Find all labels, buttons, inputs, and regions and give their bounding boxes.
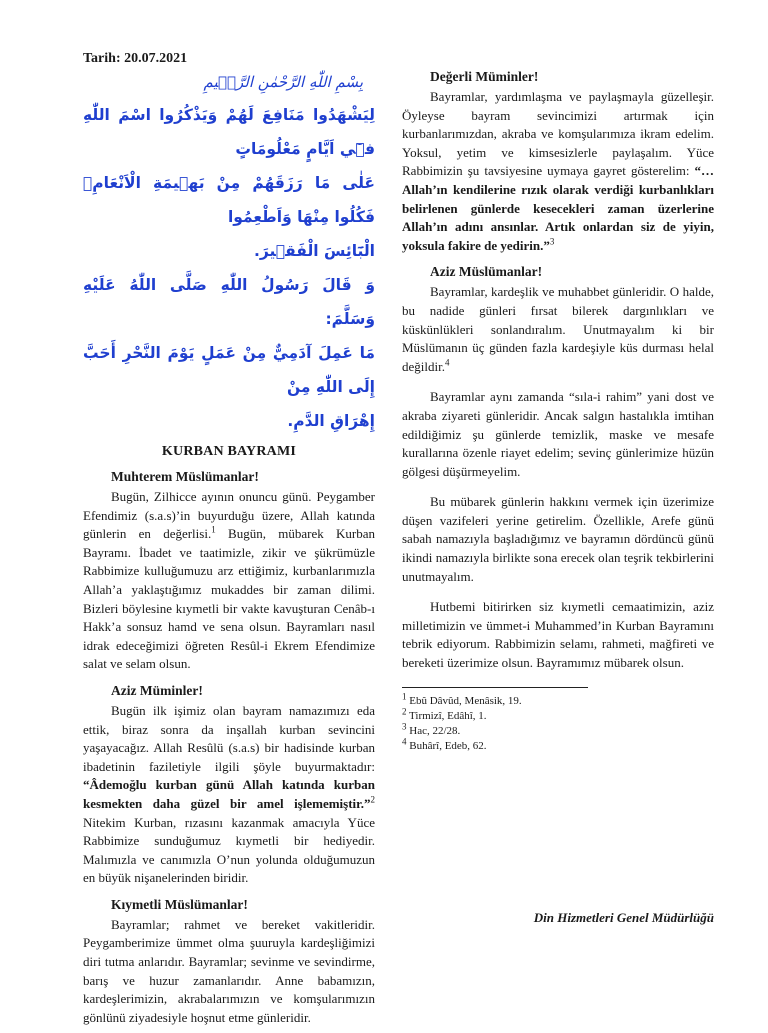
right-column	[402, 68, 714, 754]
footnote-ref: 4	[444, 357, 450, 368]
footnote-ref: 3	[549, 236, 555, 247]
arabic-line: عَلٰى مَا رَزَقَهُمْ مِنْ بَه۪يمَةِ الْاَنْعَامِۚ فَكُلُوا مِنْهَا وَاَطْعِمُوا	[83, 174, 375, 226]
paragraph: Bugün ilk işimiz olan bayram namazımızı eda ettik, biraz sonra da inşallah kurban sevincini yaşayacağız. Allah Resûlü (s.a.s) bir hadisinde kurban ibadetinin faziletiyle ilgili şöyle buyurmaktadır: “Âdemoğlu kurban günü Allah katında kurban kesmekten daha güzel bir amel işlememiştir.”$^2$ Nitekim Kurban, rızasını kazanmak amacıyla Yüce Rabbimize sunduğumuz kıymetli bir hediyedir. Malımızla ve canımızla O’nun yolunda olduğumuzun en büyük nişanelerinden biridir.	[83, 702, 375, 886]
paragraph: Bayramlar aynı zamanda “sıla-i rahim” yani dost ve akraba ziyareti günleridir. Ancak salgın hastalıkla imtihan edildiğimiz şu günlerde temizlik, maske ve mesafe kurallarına özenle riayet edelim; sevinç günlerimize hüzün gölgesi düşürmeyelim.	[402, 389, 714, 479]
left-column	[83, 50, 375, 1033]
arabic-line: وَ قَالَ رَسُولُ اللّٰهِ صَلَّى اللّٰهُ عَلَيْهِ وَسَلَّمَ:	[83, 276, 375, 328]
paragraph: Bayramlar, yardımlaşma ve paylaşmayla güzelleşir. Öyleyse bayram sevincimizi artırmak için kurbanlarımızdan, akraba ve komşularımıza ikram edelim. Yoksul, yetim ve kimsesizlerle paylaşalım. Yüce Rabbimizin şu tavsiyesine uymaya gayret gösterelim: “…Allah’ın kendilerine rızık olarak verdiği kurbanlıkları belirlenen günlerde kesecekleri zaman üzerlerine Allah’ın adını ansınlar. Artık onlardan siz de yiyin, yoksula fakire de yedirin.”$^3$	[402, 89, 714, 253]
footnote: $^1$ Ebû Dâvûd, Menâsik, 19.	[402, 690, 522, 707]
paragraph: Bugün, Zilhicce ayının onuncu günü. Peygamber Efendimiz (s.a.s)’in buyurduğu üzere, Allah katında günlerin en değerlisi.$^1$ Bugün, mübarek Kurban Bayramı. İbadet ve taatimizle, zikir ve şükrümüzle Rabbimize kulluğumuzu arz ettiğimiz, kurbanlarımızla Allah’a yaklaştığımız mukaddes bir zaman dilimi. Bizleri böylesine kıymetli bir vakte kavuşturan Cenâb-ı Hakk’a sonsuz hamd ve sena olsun. Bayramları nasıl idrak edeceğimizi öğreten Resûl-i Ekrem Efendimize salat ve selam olsun.	[83, 489, 376, 672]
heading-degerli: Değerli Müminler!	[430, 69, 539, 84]
arabic-verses	[83, 98, 375, 438]
arabic-line: لِيَشْهَدُوا مَنَافِعَ لَهُمْ وَيَذْكُرُوا اسْمَ اللّٰهِ ف۪ٓي اَيَّامٍ مَعْلُومَاتٍ	[83, 106, 375, 158]
footnote: $^4$ Buhârî, Edeb, 62.	[402, 735, 487, 752]
hadith-quote: “Âdemoğlu kurban günü Allah katında kurban kesmekten daha güzel bir amel işlememiştir.”	[83, 777, 375, 811]
page-title: KURBAN BAYRAMI	[161, 444, 297, 459]
paragraph: Bu mübarek günlerin hakkını vermek için üzerimize düşen vazifeleri yerine getirelim. Özellikle, Arefe günü sabah namazıyla başladığımız ve bayramın dördüncü günü ikindi namazıyla birlikte sona erecek olan teşrik tekbirlerini unutmayalım.	[402, 494, 714, 584]
footnote-divider	[402, 687, 588, 688]
footnote-ref: 1	[211, 524, 216, 535]
bismillah-calligraphy: بِسْمِ اللّٰهِ الرَّحْمٰنِ الرَّح۪يمِ	[203, 73, 363, 91]
heading-aziz-muslumanlar: Aziz Müslümanlar!	[430, 264, 543, 280]
heading-muhterem: Muhterem Müslümanlar!	[111, 469, 259, 484]
paragraph: Bayramlar, kardeşlik ve muhabbet günleridir. O halde, bu nadide günleri fırsat bilerek dargınlıkları ve küskünlükleri sonlandıralım. Unutmayalım ki bir Müslümanın üç günden fazla kardeşiyle küs durması helal değildir.$^4$	[402, 284, 714, 374]
footnote: $^2$ Tirmizî, Edâhî, 1.	[402, 705, 487, 722]
footnote-ref: 2	[370, 794, 375, 805]
arabic-line: إِهْرَاقِ الدَّمِ.	[287, 412, 375, 430]
arabic-line: مَا عَمِلَ آدَمِيٌّ مِنْ عَمَلٍ يَوْمَ النَّحْرِ أَحَبَّ إِلَى اللّٰهِ مِنْ	[83, 344, 375, 396]
footnote: $^3$ Hac, 22/28.	[402, 720, 461, 737]
paragraph: Hutbemi bitirirken siz kıymetli cemaatimizin, aziz milletimizin ve ümmet-i Muhammed’in Kurban Bayramını tebrik ediyorum. Rabbimizin selamı, rahmeti, mağfireti ve bereketi üzerimize olsun. Bayramımız mübarek olsun.	[402, 599, 714, 671]
signature: Din Hizmetleri Genel Müdürlüğü	[533, 910, 714, 925]
heading-kiymetli: Kıymetli Müslümanlar!	[111, 896, 248, 912]
verse-quote: “…Allah’ın kendilerine rızık olarak verdiği kurbanlıkları belirlenen günlerde kesecekleri zaman üzerlerine Allah’ın adını ansınlar. Artık onlardan siz de yiyin, yoksula fakire de yedirin.”	[402, 163, 714, 253]
date-label: Tarih: 20.07.2021	[83, 51, 188, 66]
heading-aziz-muminler: Aziz Müminler!	[111, 682, 203, 698]
arabic-line: الْبَٓائِسَ الْفَق۪يرَ.	[253, 242, 375, 260]
paragraph: Bayramlar; rahmet ve bereket vakitleridir. Peygamberimize ümmet olma şuuruyla kardeşliğimizi diri tutma anlarıdır. Bayramlar; sevinme ve sevindirme, barış ve huzur zamanlarıdır. Anne babamızın, kardeşlerimizin, akrabalarımızın ve komşularımızın gönlünü ziyadesiyle hoşnut etme günleridir.	[83, 916, 375, 1025]
